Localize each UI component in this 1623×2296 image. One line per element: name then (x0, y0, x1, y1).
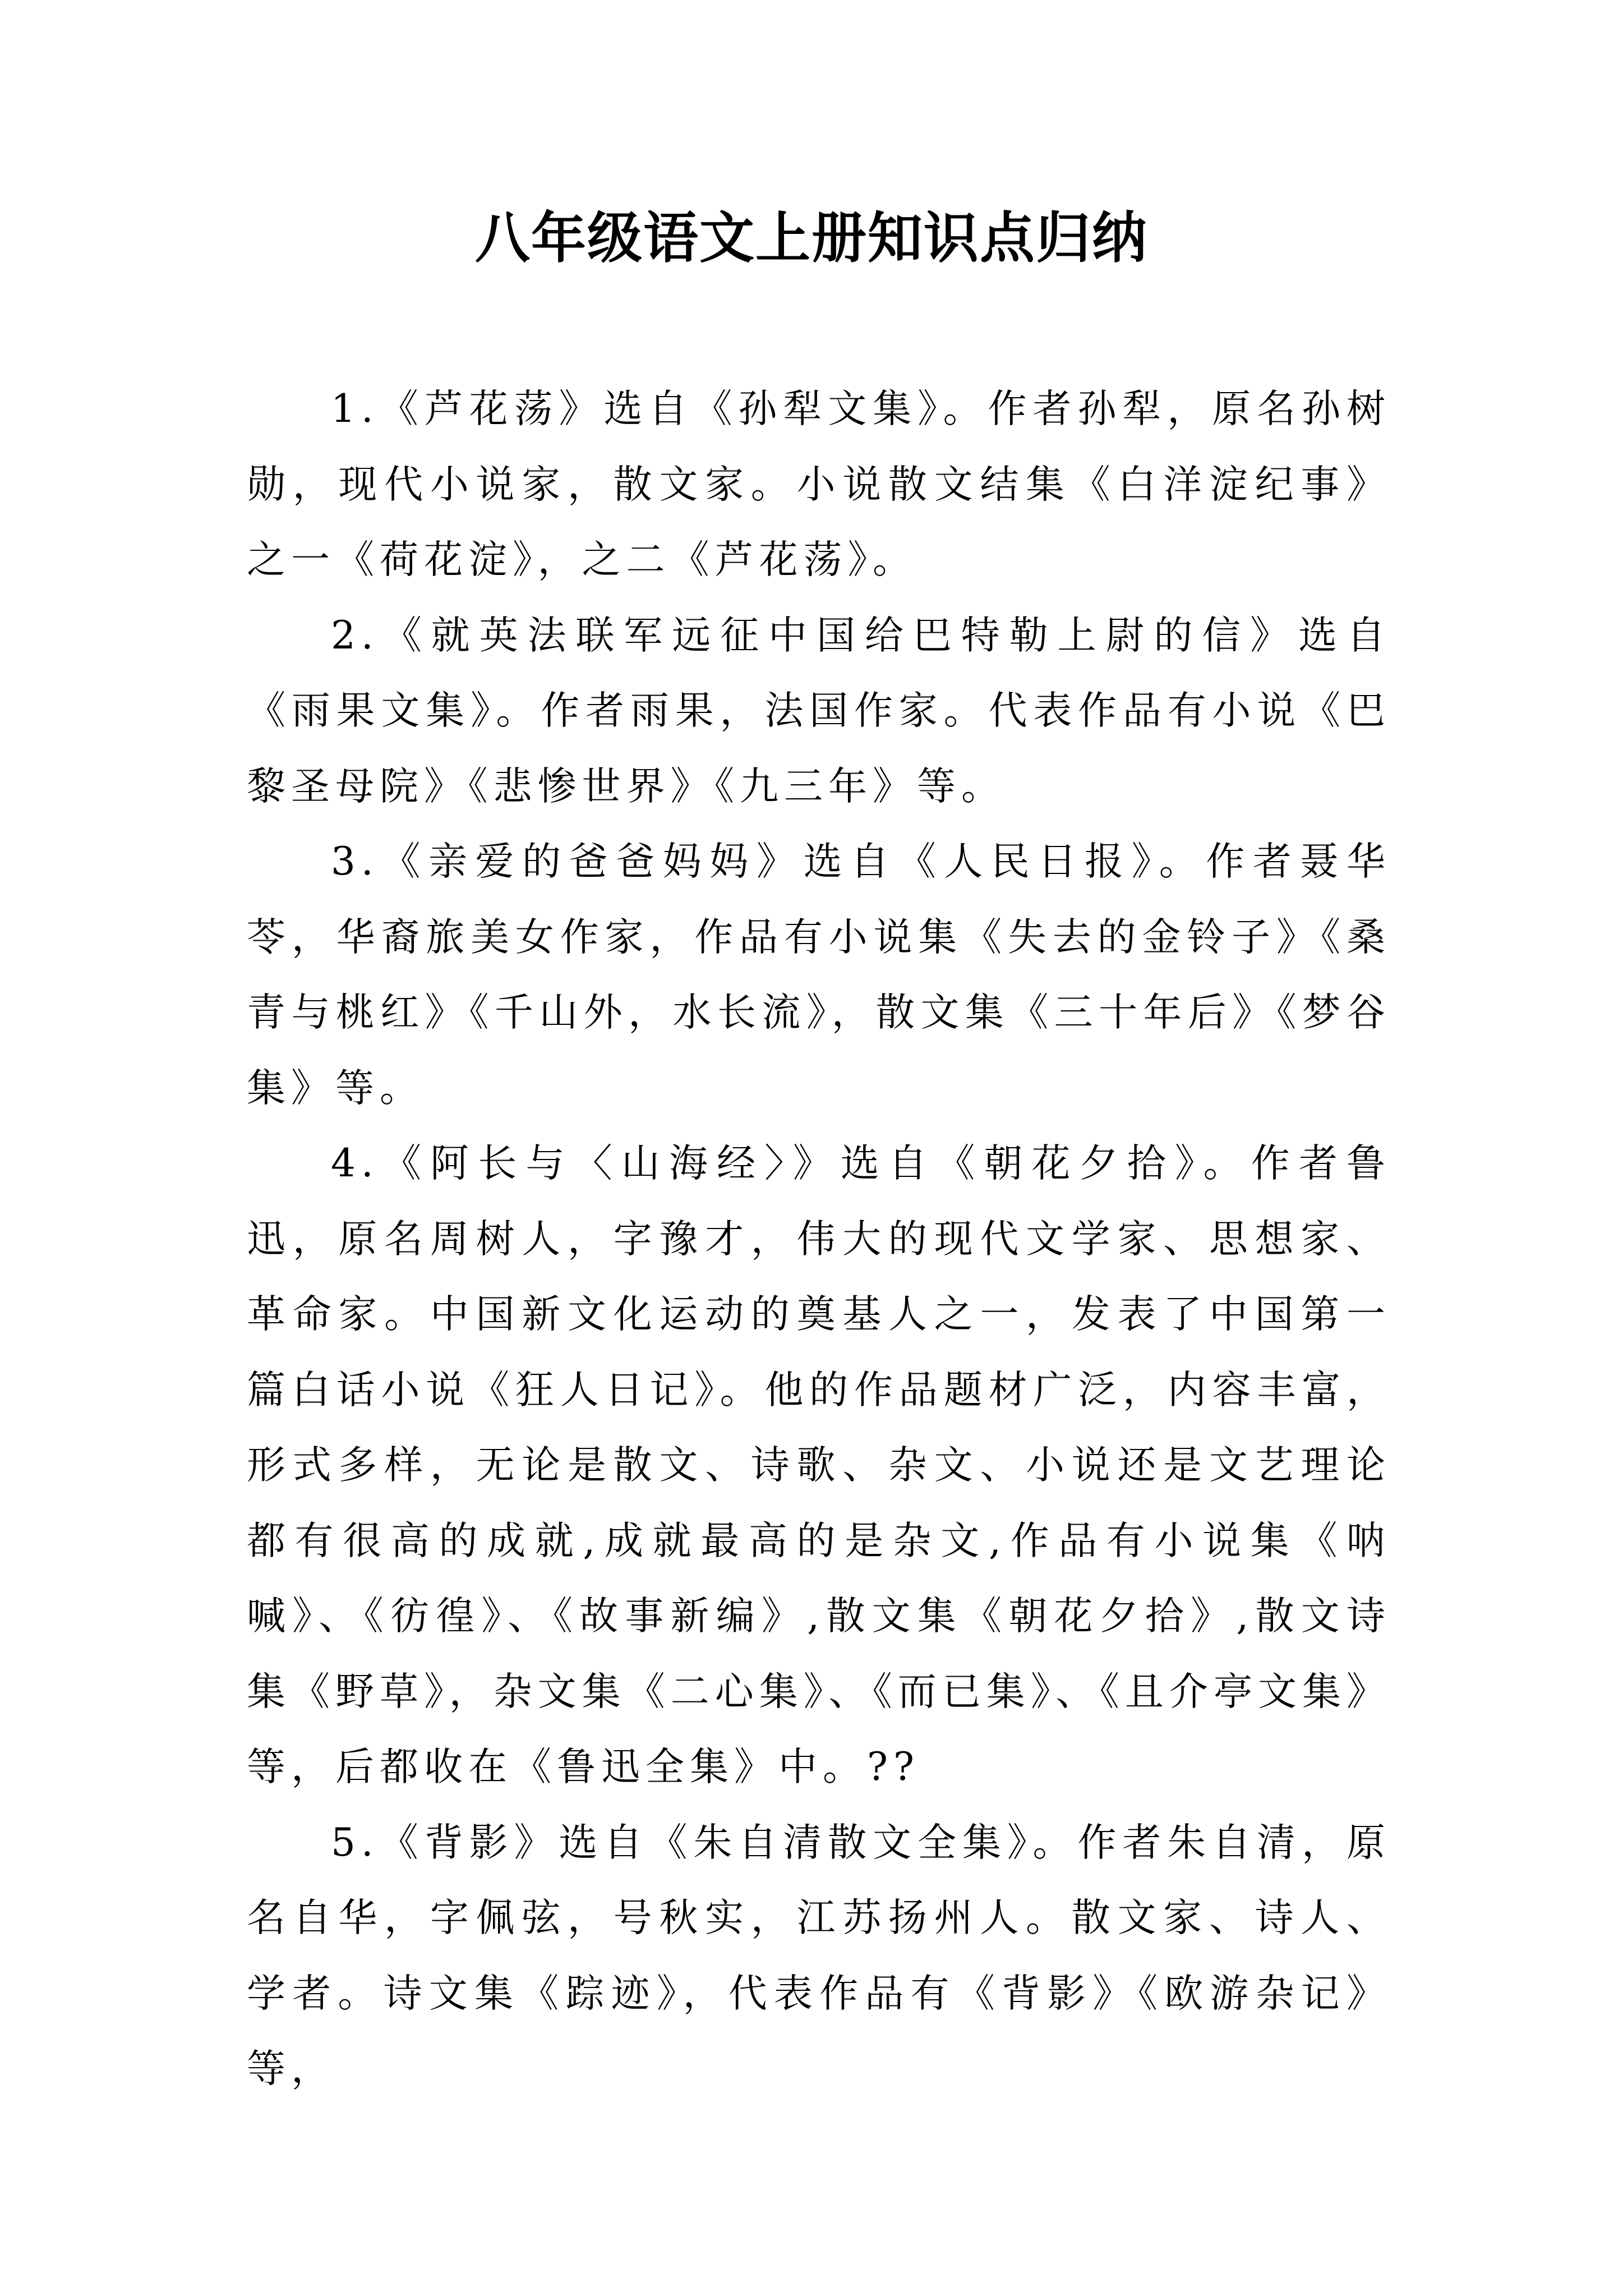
paragraph-4: 4.《阿长与〈山海经〉》选自《朝花夕拾》。作者鲁迅，原名周树人，字豫才，伟大的现代文学家、思想家、革命家。中国新文化运动的奠基人之一，发表了中国第一篇白话小说《狂人日记》。他的作品题材广泛，内容丰富，形式多样，无论是散文、诗歌、杂文、小说还是文艺理论都有很高的成就,成就最高的是杂文,作品有小说集《呐喊》、《彷徨》、《故事新编》,散文集《朝花夕拾》,散文诗集《野草》，杂文集《二心集》、《而已集》、《且介亭文集》等，后都收在《鲁迅全集》中。?? (247, 1141, 1391, 1789)
paragraph-5: 5.《背影》选自《朱自清散文全集》。作者朱自清，原名自华，字佩弦，号秋实，江苏扬州人。散文家、诗人、学者。诗文集《踪迹》，代表作品有《背影》《欧游杂记》等， (247, 1820, 1391, 2091)
paragraph-2: 2.《就英法联军远征中国给巴特勒上尉的信》选自《雨果文集》。作者雨果，法国作家。代表作品有小说《巴黎圣母院》《悲惨世界》《九三年》等。 (247, 613, 1391, 809)
document-title: 八年级语文上册知识点归纳 (474, 206, 1148, 270)
paragraph-3: 3.《亲爱的爸爸妈妈》选自《人民日报》。作者聂华苓，华裔旅美女作家，作品有小说集《失去的金铃子》《桑青与桃红》《千山外，水长流》，散文集《三十年后》《梦谷集》等。 (247, 839, 1391, 1111)
document-body (247, 371, 1391, 2107)
paragraph-1: 1.《芦花荡》选自《孙犁文集》。作者孙犁，原名孙树勋，现代小说家，散文家。小说散文结集《白洋淀纪事》之一《荷花淀》，之二《芦花荡》。 (247, 386, 1391, 582)
